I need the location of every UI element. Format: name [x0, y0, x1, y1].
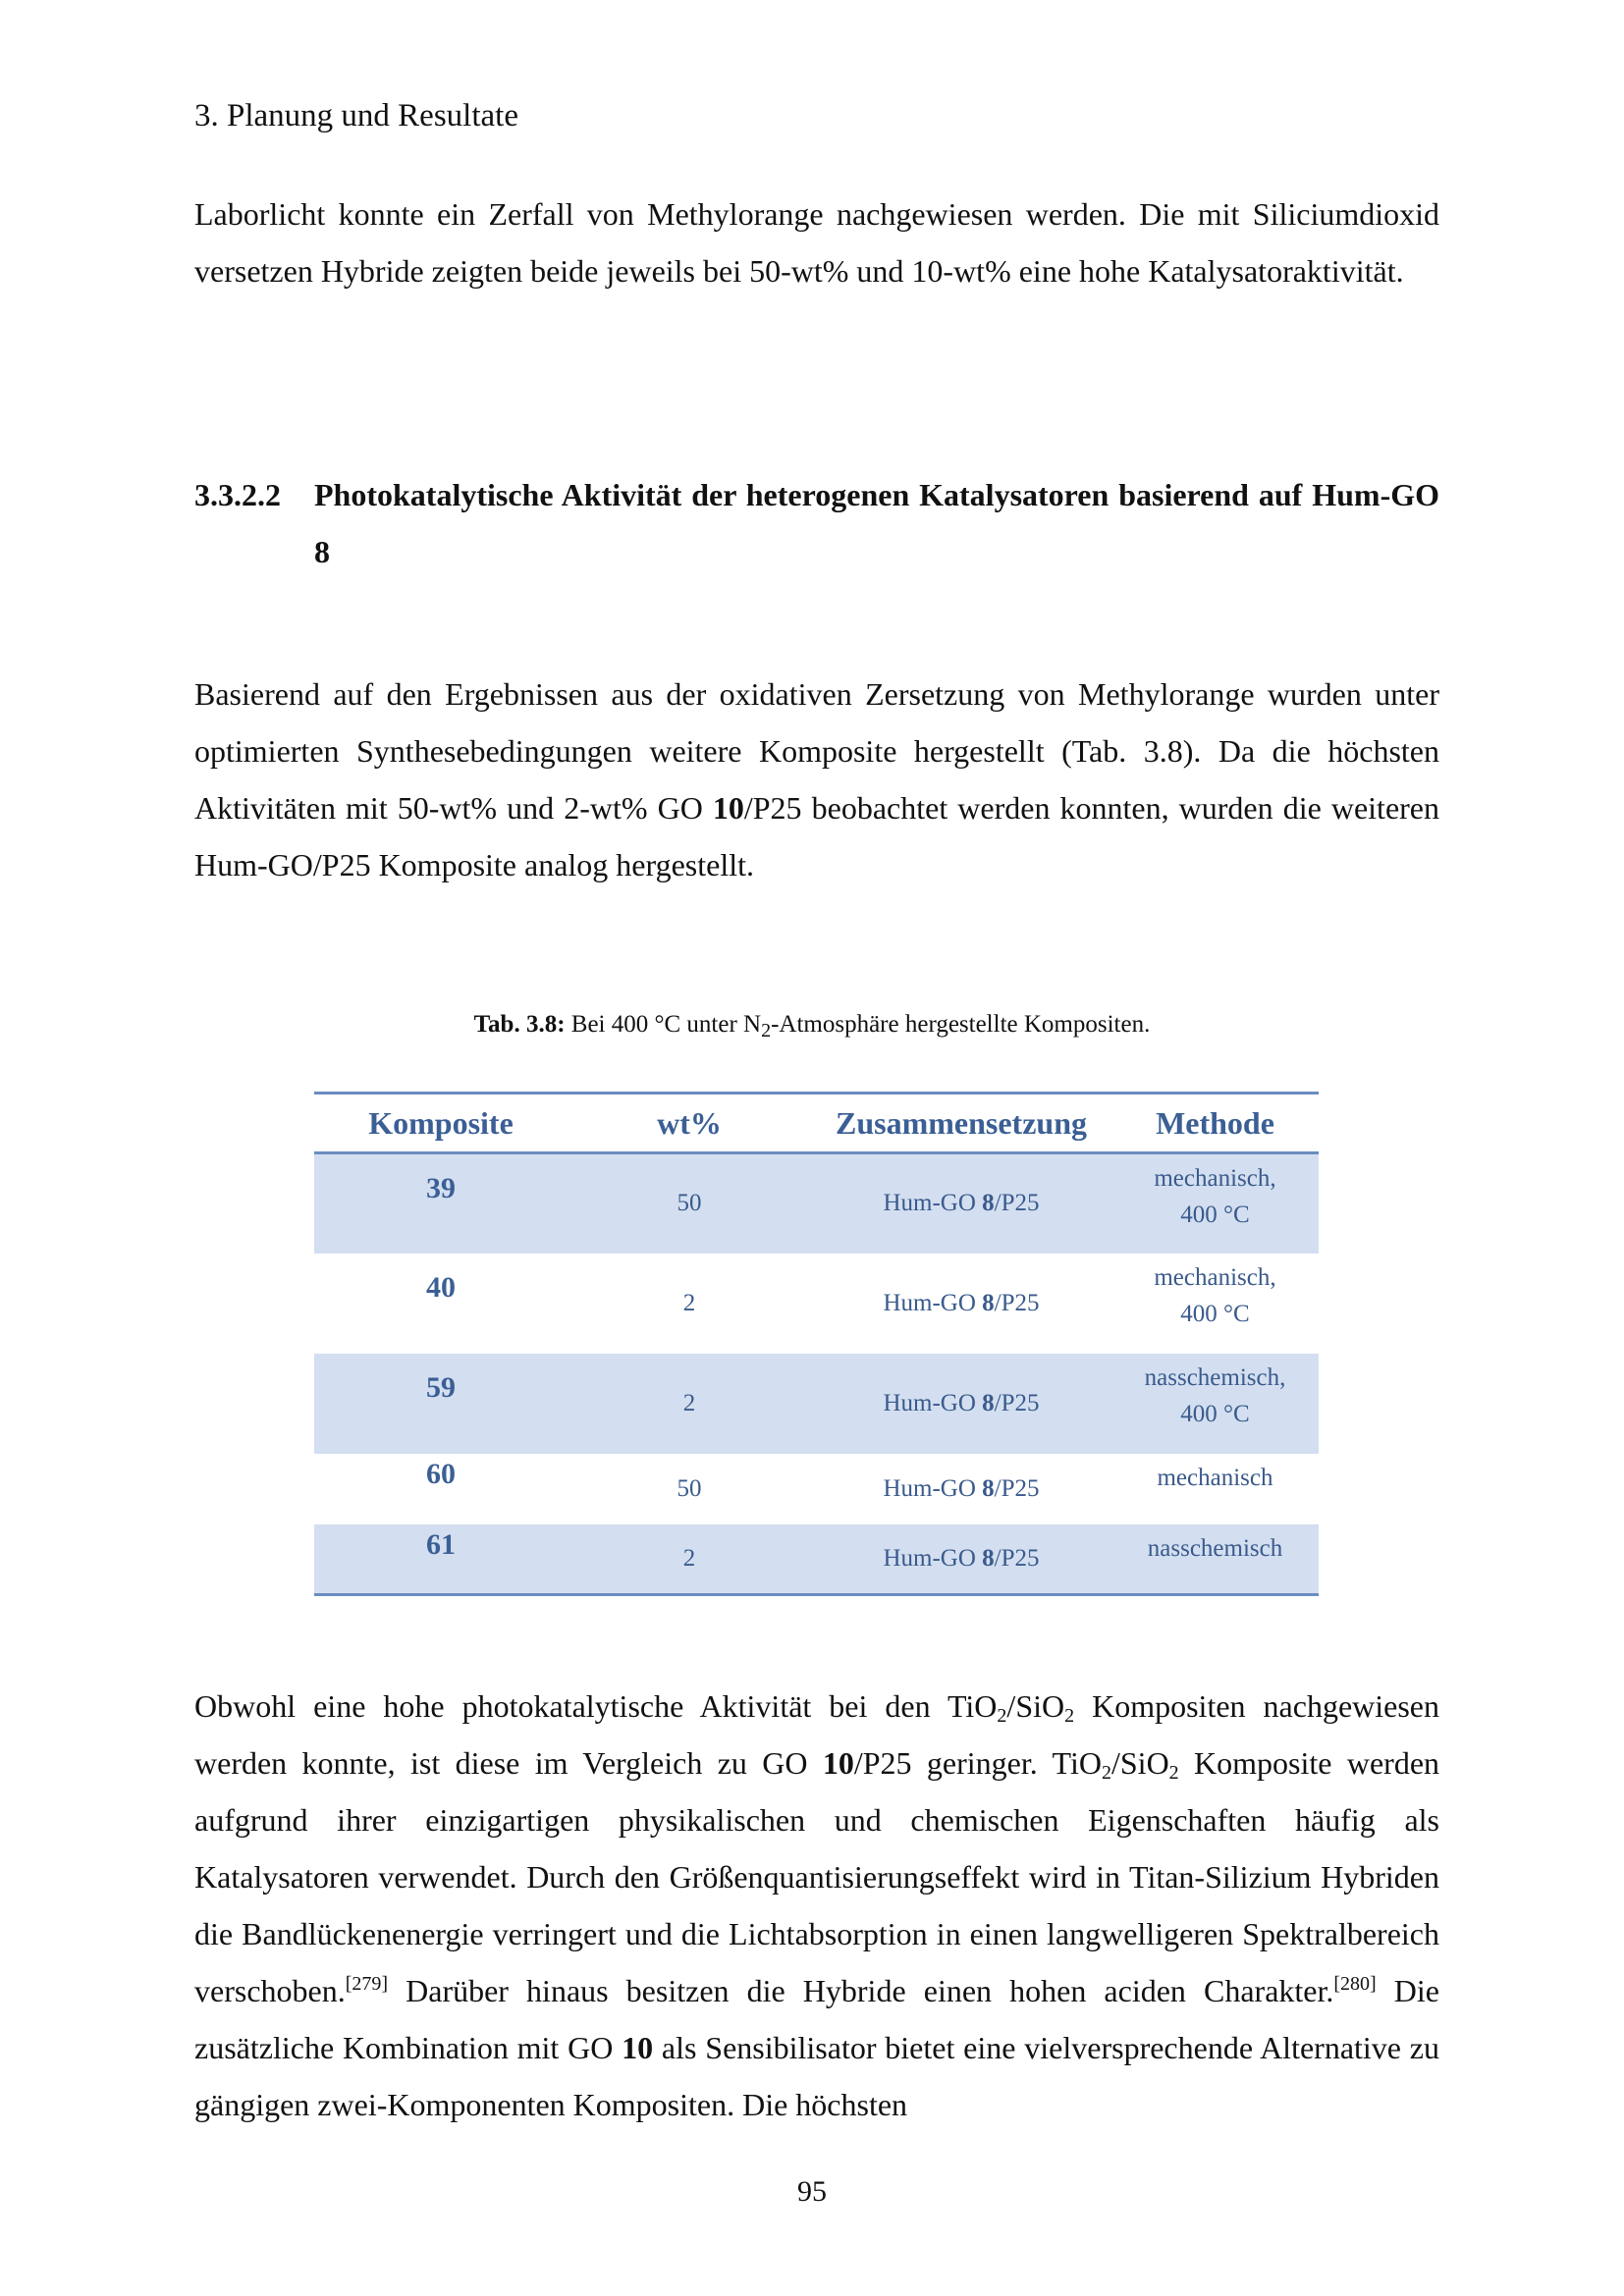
column-header-methode: Methode — [1111, 1094, 1319, 1153]
cell-komposite: 59 — [314, 1354, 568, 1454]
cell-wt: 50 — [568, 1153, 811, 1254]
table-caption-text: -Atmosphäre hergestellte Kompositen. — [771, 1011, 1151, 1038]
section-title: Photokatalytische Aktivität der heterogenen Katalysatoren basierend auf Hum-GO 8 — [314, 477, 1439, 569]
paragraph-1: Laborlicht konnte ein Zerfall von Methylorange nachgewiesen werden. Die mit Siliciumdioxid versetzen Hybride zeigten beide jeweils bei 50-wt% und 10-wt% eine hohe Katalysatoraktivität. — [194, 196, 1439, 289]
cell-zusammensetzung: Hum-GO 8/P25 — [811, 1524, 1111, 1595]
column-header-zusammensetzung: Zusammensetzung — [811, 1094, 1111, 1153]
page-number: 95 — [797, 2175, 827, 2208]
cell-wt: 2 — [682, 1289, 696, 1316]
compound-number: 10 — [622, 2030, 654, 2065]
section-heading — [194, 466, 1439, 580]
running-header: 3. Planung und Resultate — [194, 98, 518, 133]
cell-methode: nasschemisch, 400 °C — [1111, 1354, 1319, 1454]
table-row — [314, 1354, 1319, 1454]
cell-komposite: 40 — [426, 1270, 456, 1304]
citation-280: [280] — [1333, 1973, 1377, 1995]
table-header-row — [314, 1094, 1319, 1153]
paragraph-2-text: /P25 beobachtet werden konnten, wurden die weiteren Hum-GO/P25 Komposite analog hergestellt. — [194, 790, 1439, 882]
compound-number: 10 — [712, 790, 744, 826]
cell-wt: 2 — [568, 1354, 811, 1454]
cell-methode: mechanisch — [1157, 1464, 1273, 1491]
cell-zusammensetzung: Hum-GO 8/P25 — [883, 1289, 1040, 1316]
cell-methode: mechanisch, 400 °C — [1111, 1153, 1319, 1254]
cell-methode: mechanisch, 400 °C — [1154, 1263, 1276, 1327]
cell-komposite: 60 — [426, 1457, 456, 1490]
composites-table — [314, 1092, 1319, 1596]
table-caption-label: Tab. 3.8: — [473, 1011, 566, 1038]
paragraph-2-text: Basierend auf den Ergebnissen aus der oxidativen Zersetzung von Methylorange wurden unter optimierten Synthesebedingungen weitere Komposite hergestellt (Tab. 3.8). Da die höchsten Aktivitäten mit 50-wt% und 2-wt% GO — [194, 676, 1439, 826]
cell-zusammensetzung: Hum-GO 8/P25 — [811, 1153, 1111, 1254]
table-row — [314, 1153, 1319, 1254]
section-number: 3.3.2.2 — [194, 477, 281, 512]
cell-wt: 2 — [568, 1524, 811, 1595]
cell-zusammensetzung: Hum-GO 8/P25 — [811, 1354, 1111, 1454]
cell-zusammensetzung: Hum-GO 8/P25 — [883, 1474, 1040, 1502]
column-header-komposite: Komposite — [314, 1094, 568, 1153]
compound-number: 10 — [822, 1745, 854, 1781]
column-header-wt: wt% — [568, 1094, 811, 1153]
cell-wt: 50 — [677, 1474, 702, 1502]
table-row — [314, 1524, 1319, 1595]
citation-279: [279] — [345, 1973, 389, 1995]
cell-methode: nasschemisch — [1111, 1524, 1319, 1595]
cell-komposite: 39 — [314, 1153, 568, 1254]
table-caption-text: Bei 400 °C unter N — [565, 1011, 762, 1038]
table-row — [314, 1254, 1319, 1354]
table-row — [314, 1454, 1319, 1524]
paragraph-3: Obwohl eine hohe photokatalytische Aktivität bei den TiO$_2$/SiO$_2$ Kompositen nachgewiesen werden konnte, ist diese im Vergleich zu GO 10/P25 geringer. TiO$_2$/SiO$_2$ Komposite werden aufgrund ihrer einzigartigen physikalischen und chemischen Eigenschaften häufig als Katalysatoren verwendet. Durch den Größenquantisierungseffekt wird in Titan-Silizium Hybriden die Bandlückenenergie verringert und die Lichtabsorption in einen langwelligeren Spektralbereich verschoben.[279] Darüber hinaus besitzen die Hybride einen hohen aciden Charakter.[280] Die zusätzliche Kombination mit GO 10 als Sensibilisator bietet eine vielversprechende Alternative zu gängigen zwei-Komponenten Kompositen. Die höchsten — [194, 1688, 1440, 2122]
paragraph-2 — [194, 666, 1439, 893]
table-caption — [0, 1011, 1624, 1039]
table-caption-subscript: 2 — [761, 1020, 772, 1041]
cell-komposite: 61 — [314, 1524, 568, 1595]
